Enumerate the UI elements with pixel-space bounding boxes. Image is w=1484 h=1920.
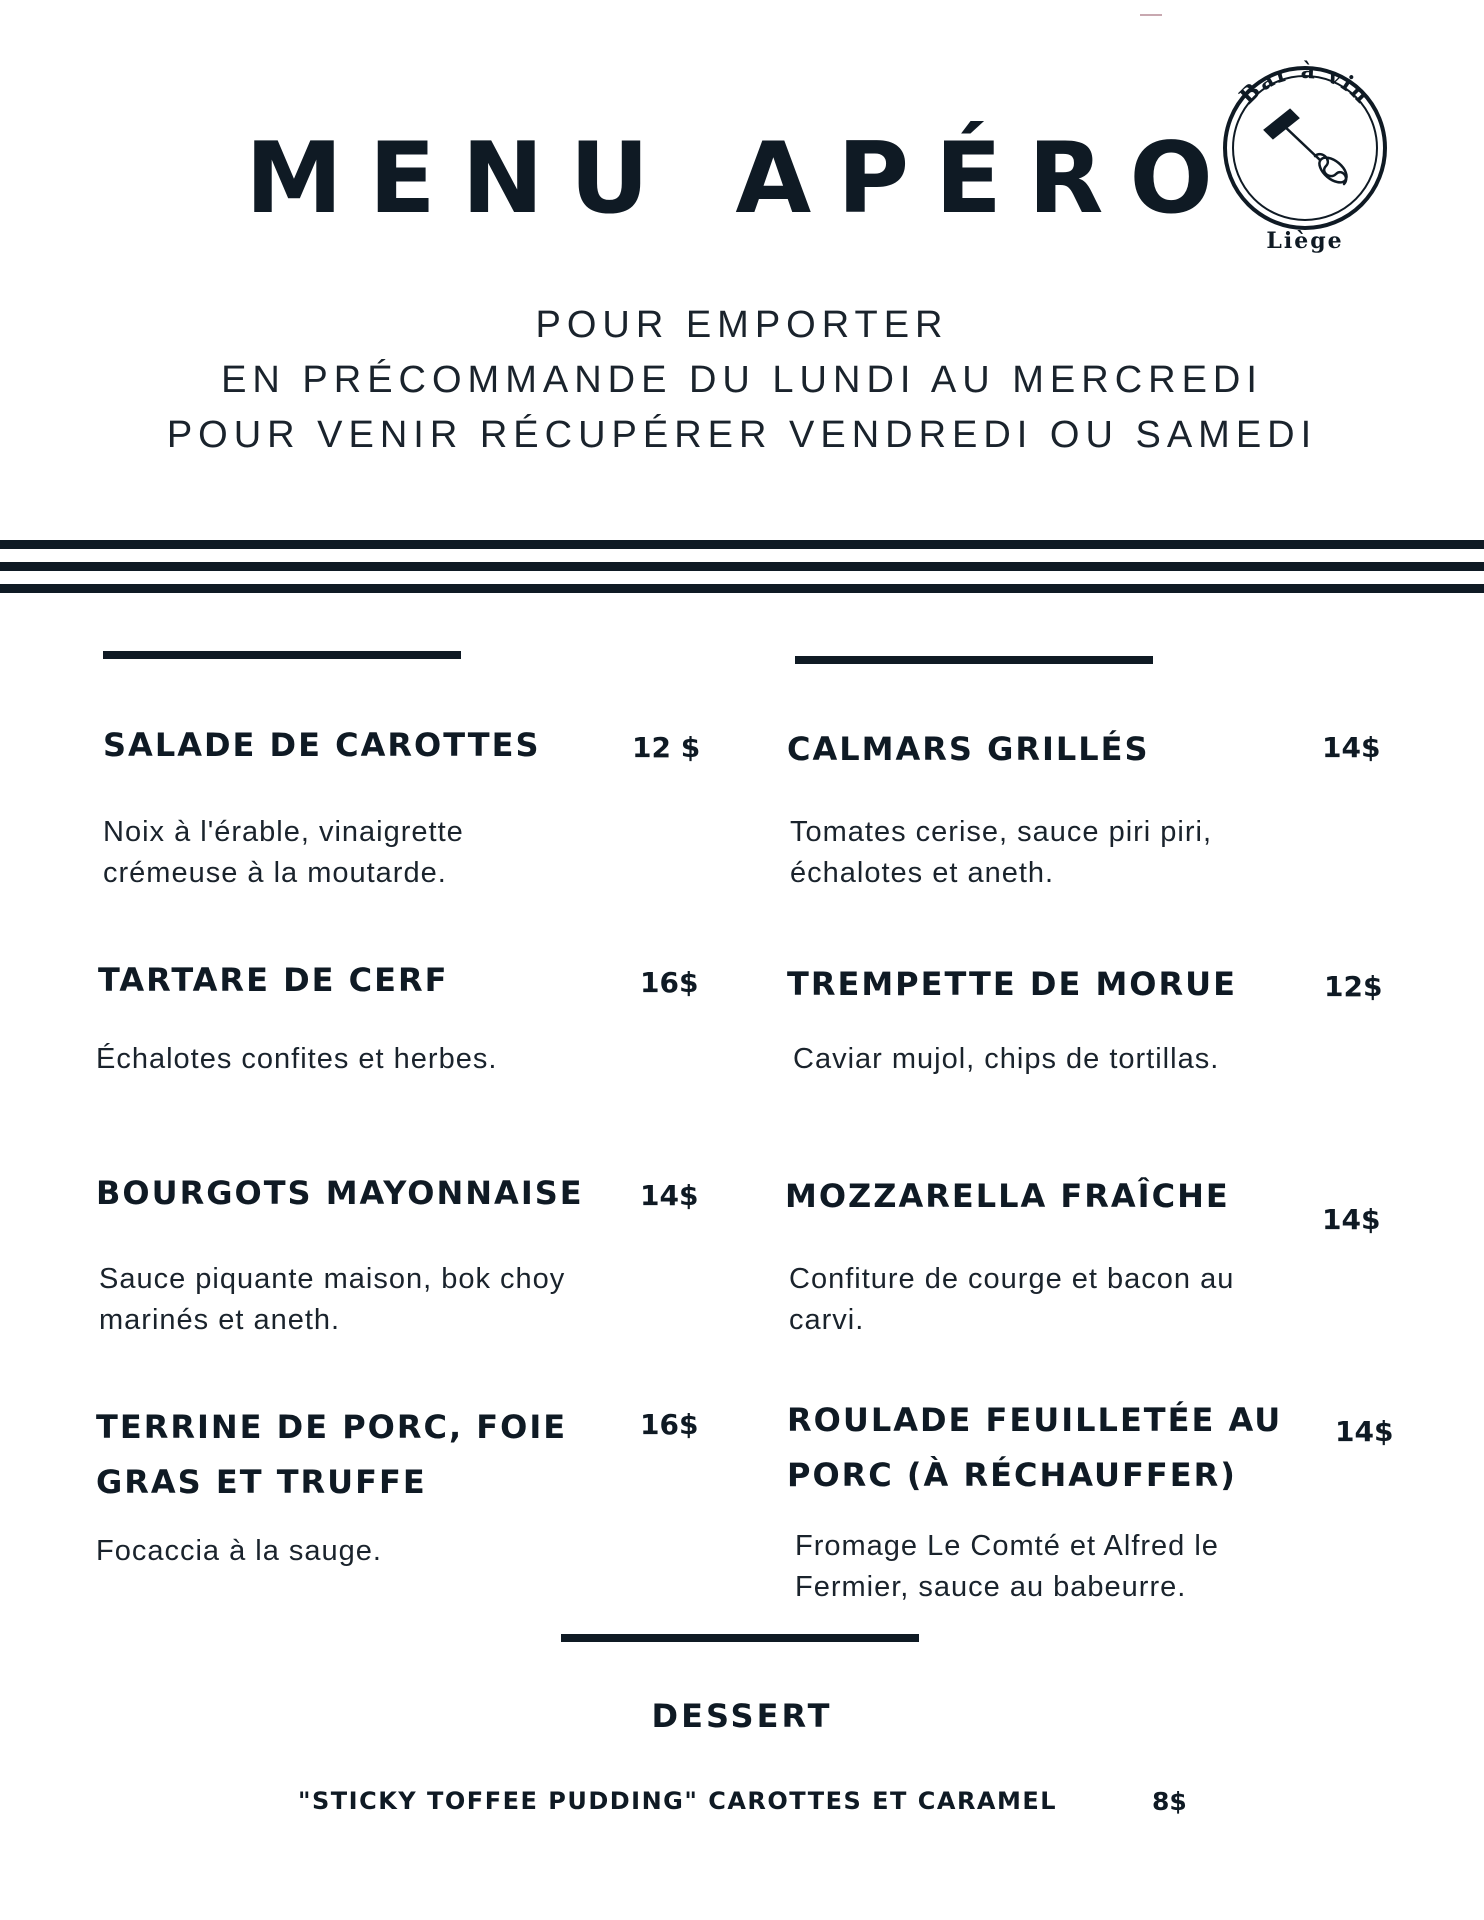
logo-ring-outer: [1225, 68, 1385, 228]
menu-item-price: 14$: [1335, 1415, 1394, 1448]
menu-item-description: Caviar mujol, chips de tortillas.: [793, 1043, 1220, 1075]
bar-a-vin-logo: [1220, 38, 1390, 258]
menu-item-name: TERRINE DE PORC, FOIE GRAS ET TRUFFE: [96, 1408, 568, 1501]
logo-ring-inner: [1233, 76, 1377, 220]
logo-svg: [1220, 38, 1390, 258]
dessert-title: DESSERT: [651, 1697, 833, 1735]
menu-item-description: Confiture de courge et bacon au carvi.: [789, 1263, 1235, 1336]
left-section-bar: [103, 651, 461, 659]
menu-item-description: Focaccia à la sauge.: [96, 1535, 382, 1567]
logo-bottom-text: Liège: [1266, 228, 1344, 254]
subtitle-block: [0, 298, 1484, 463]
menu-item-price: 14$: [1322, 731, 1381, 764]
dessert-item-name: "STICKY TOFFEE PUDDING" CAROTTES ET CARAMEL: [298, 1787, 1058, 1815]
menu-item-description: Sauce piquante maison, bok choy marinés et aneth.: [99, 1263, 566, 1336]
dessert-item-price: 8$: [1152, 1787, 1187, 1816]
divider-stripe: [0, 562, 1484, 571]
menu-item-price: 14$: [640, 1179, 699, 1212]
logo-top-text: Bar à vin: [1234, 57, 1376, 110]
menu-item-description: Fromage Le Comté et Alfred le Fermier, sauce au babeurre.: [795, 1530, 1219, 1603]
menu-item-price: 16$: [640, 966, 699, 999]
menu-item-name: MOZZARELLA FRAÎCHE: [785, 1177, 1230, 1215]
right-section-bar: [795, 656, 1153, 664]
menu-item-description: Noix à l'érable, vinaigrette crémeuse à la moutarde.: [103, 816, 464, 889]
subtitle-line: POUR VENIR RÉCUPÉRER VENDREDI OU SAMEDI: [166, 414, 1318, 456]
page-title: MENU APÉRO: [245, 122, 1239, 236]
menu-item-name: BOURGOTS MAYONNAISE: [96, 1174, 584, 1212]
menu-item-price: 12 $: [632, 731, 701, 764]
subtitle-line: POUR EMPORTER: [535, 304, 949, 346]
dessert-section-bar: [561, 1634, 919, 1642]
menu-item-description: Tomates cerise, sauce piri piri, échalotes et aneth.: [790, 816, 1213, 889]
menu-item-description: Échalotes confites et herbes.: [96, 1043, 498, 1075]
menu-item-name: TREMPETTE DE MORUE: [787, 965, 1237, 1003]
menu-item-price: 16$: [640, 1408, 699, 1441]
divider-stripe: [0, 584, 1484, 593]
menu-item-name: SALADE DE CAROTTES: [103, 726, 541, 764]
menu-item-name: ROULADE FEUILLETÉE AU PORC (À RÉCHAUFFER): [787, 1401, 1283, 1494]
menu-item-name: TARTARE DE CERF: [98, 961, 449, 999]
menu-item-price: 14$: [1322, 1203, 1381, 1236]
menu-item-name: CALMARS GRILLÉS: [787, 730, 1150, 768]
decorative-dash: [1140, 14, 1162, 16]
corkscrew-icon: [1265, 110, 1351, 187]
subtitle-line: EN PRÉCOMMANDE DU LUNDI AU MERCREDI: [221, 359, 1263, 401]
menu-item-price: 12$: [1324, 970, 1383, 1003]
divider-stripe: [0, 540, 1484, 549]
